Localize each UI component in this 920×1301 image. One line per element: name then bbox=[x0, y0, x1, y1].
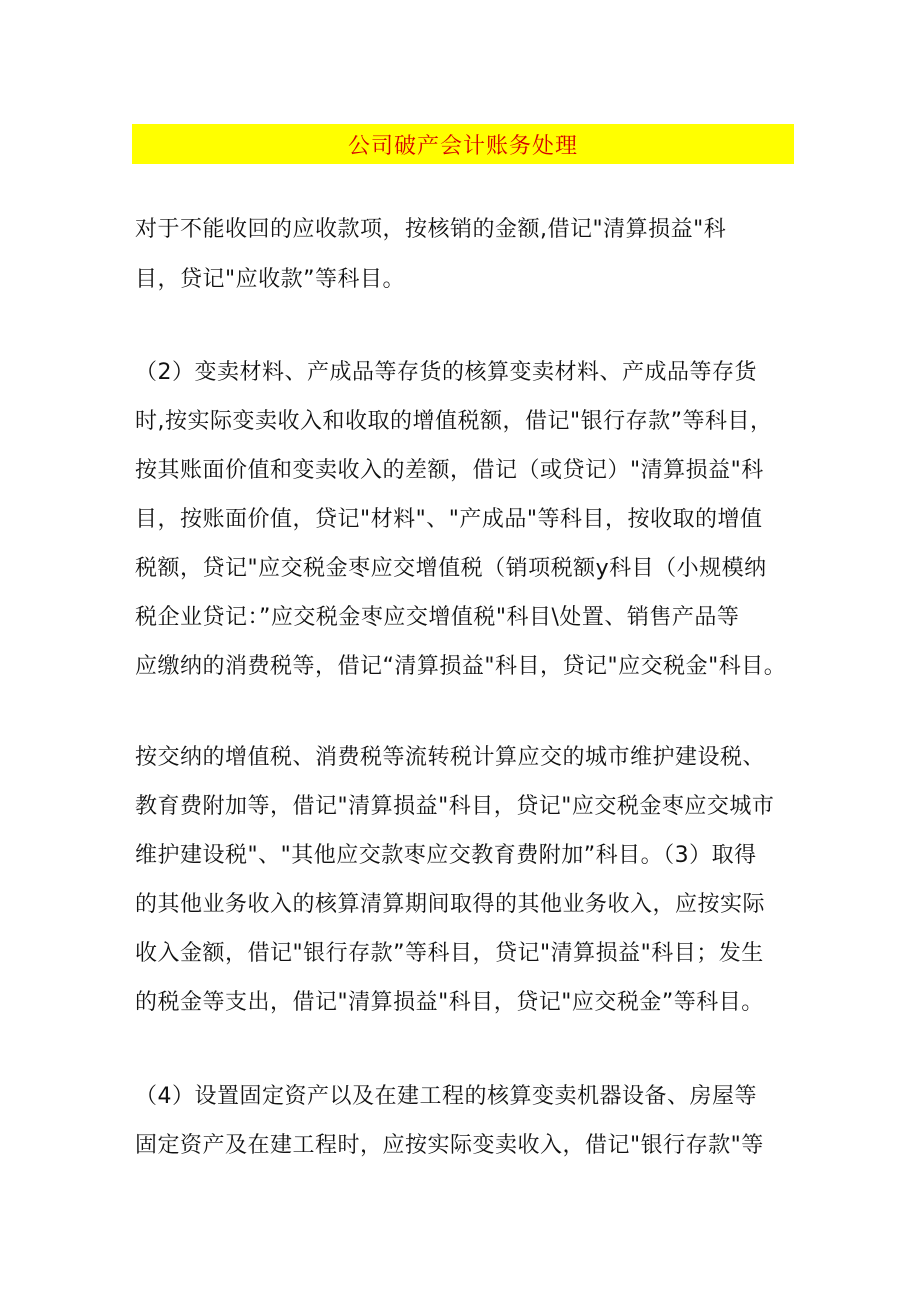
paragraph-line: 固定资产及在建工程时，应按实际变卖收入，借记"银行存款"等 bbox=[135, 1133, 764, 1158]
paragraph-line: 教育费附加等，借记"清算损益"科目，贷记"应交税金枣应交城市 bbox=[135, 794, 775, 819]
paragraph-line: 目，贷记"应收款”等科目。 bbox=[135, 267, 406, 292]
paragraph-line: 对于不能收回的应收款项，按核销的金额,借记"清算损益"科 bbox=[135, 217, 727, 242]
paragraph-line: 税企业贷记：”应交税金枣应交增值税"科目\处置、销售产品等 bbox=[135, 605, 740, 630]
paragraph-line: 应缴纳的消费税等，借记“清算损益"科目，贷记"应交税金"科目。 bbox=[135, 654, 787, 679]
paragraph-line: （2）变卖材料、产成品等存货的核算变卖材料、产成品等存货 bbox=[135, 360, 757, 385]
paragraph-line: 时,按实际变卖收入和收取的增值税额，借记"银行存款”等科目， bbox=[135, 409, 773, 434]
document-title: 公司破产会计账务处理 bbox=[347, 133, 578, 159]
paragraph-line: 按交纳的增值税、消费税等流转税计算应交的城市维护建设税、 bbox=[135, 745, 766, 770]
paragraph-line: 维护建设税"、"其他应交款枣应交教育费附加”科目。（3）取得 bbox=[135, 843, 757, 868]
paragraph-line: （4）设置固定资产以及在建工程的核算变卖机器设备、房屋等 bbox=[135, 1084, 757, 1109]
paragraph-line: 收入金额，借记"银行存款”等科目，贷记"清算损益"科目；发生 bbox=[135, 941, 764, 966]
title-banner bbox=[132, 124, 794, 164]
paragraph-line: 按其账面价值和变卖收入的差额，借记（或贷记）"清算损益"科 bbox=[135, 458, 764, 483]
paragraph-line: 目，按账面价值，贷记"材料"、"产成品"等科目，按收取的增值 bbox=[135, 507, 763, 532]
paragraph-line: 税额，贷记"应交税金枣应交增值税（销项税额y科目（小规模纳 bbox=[135, 556, 767, 581]
paragraph-line: 的其他业务收入的核算清算期间取得的其他业务收入，应按实际 bbox=[135, 892, 766, 917]
paragraph-line: 的税金等支出，借记"清算损益"科目，贷记"应交税金”等科目。 bbox=[135, 990, 764, 1015]
